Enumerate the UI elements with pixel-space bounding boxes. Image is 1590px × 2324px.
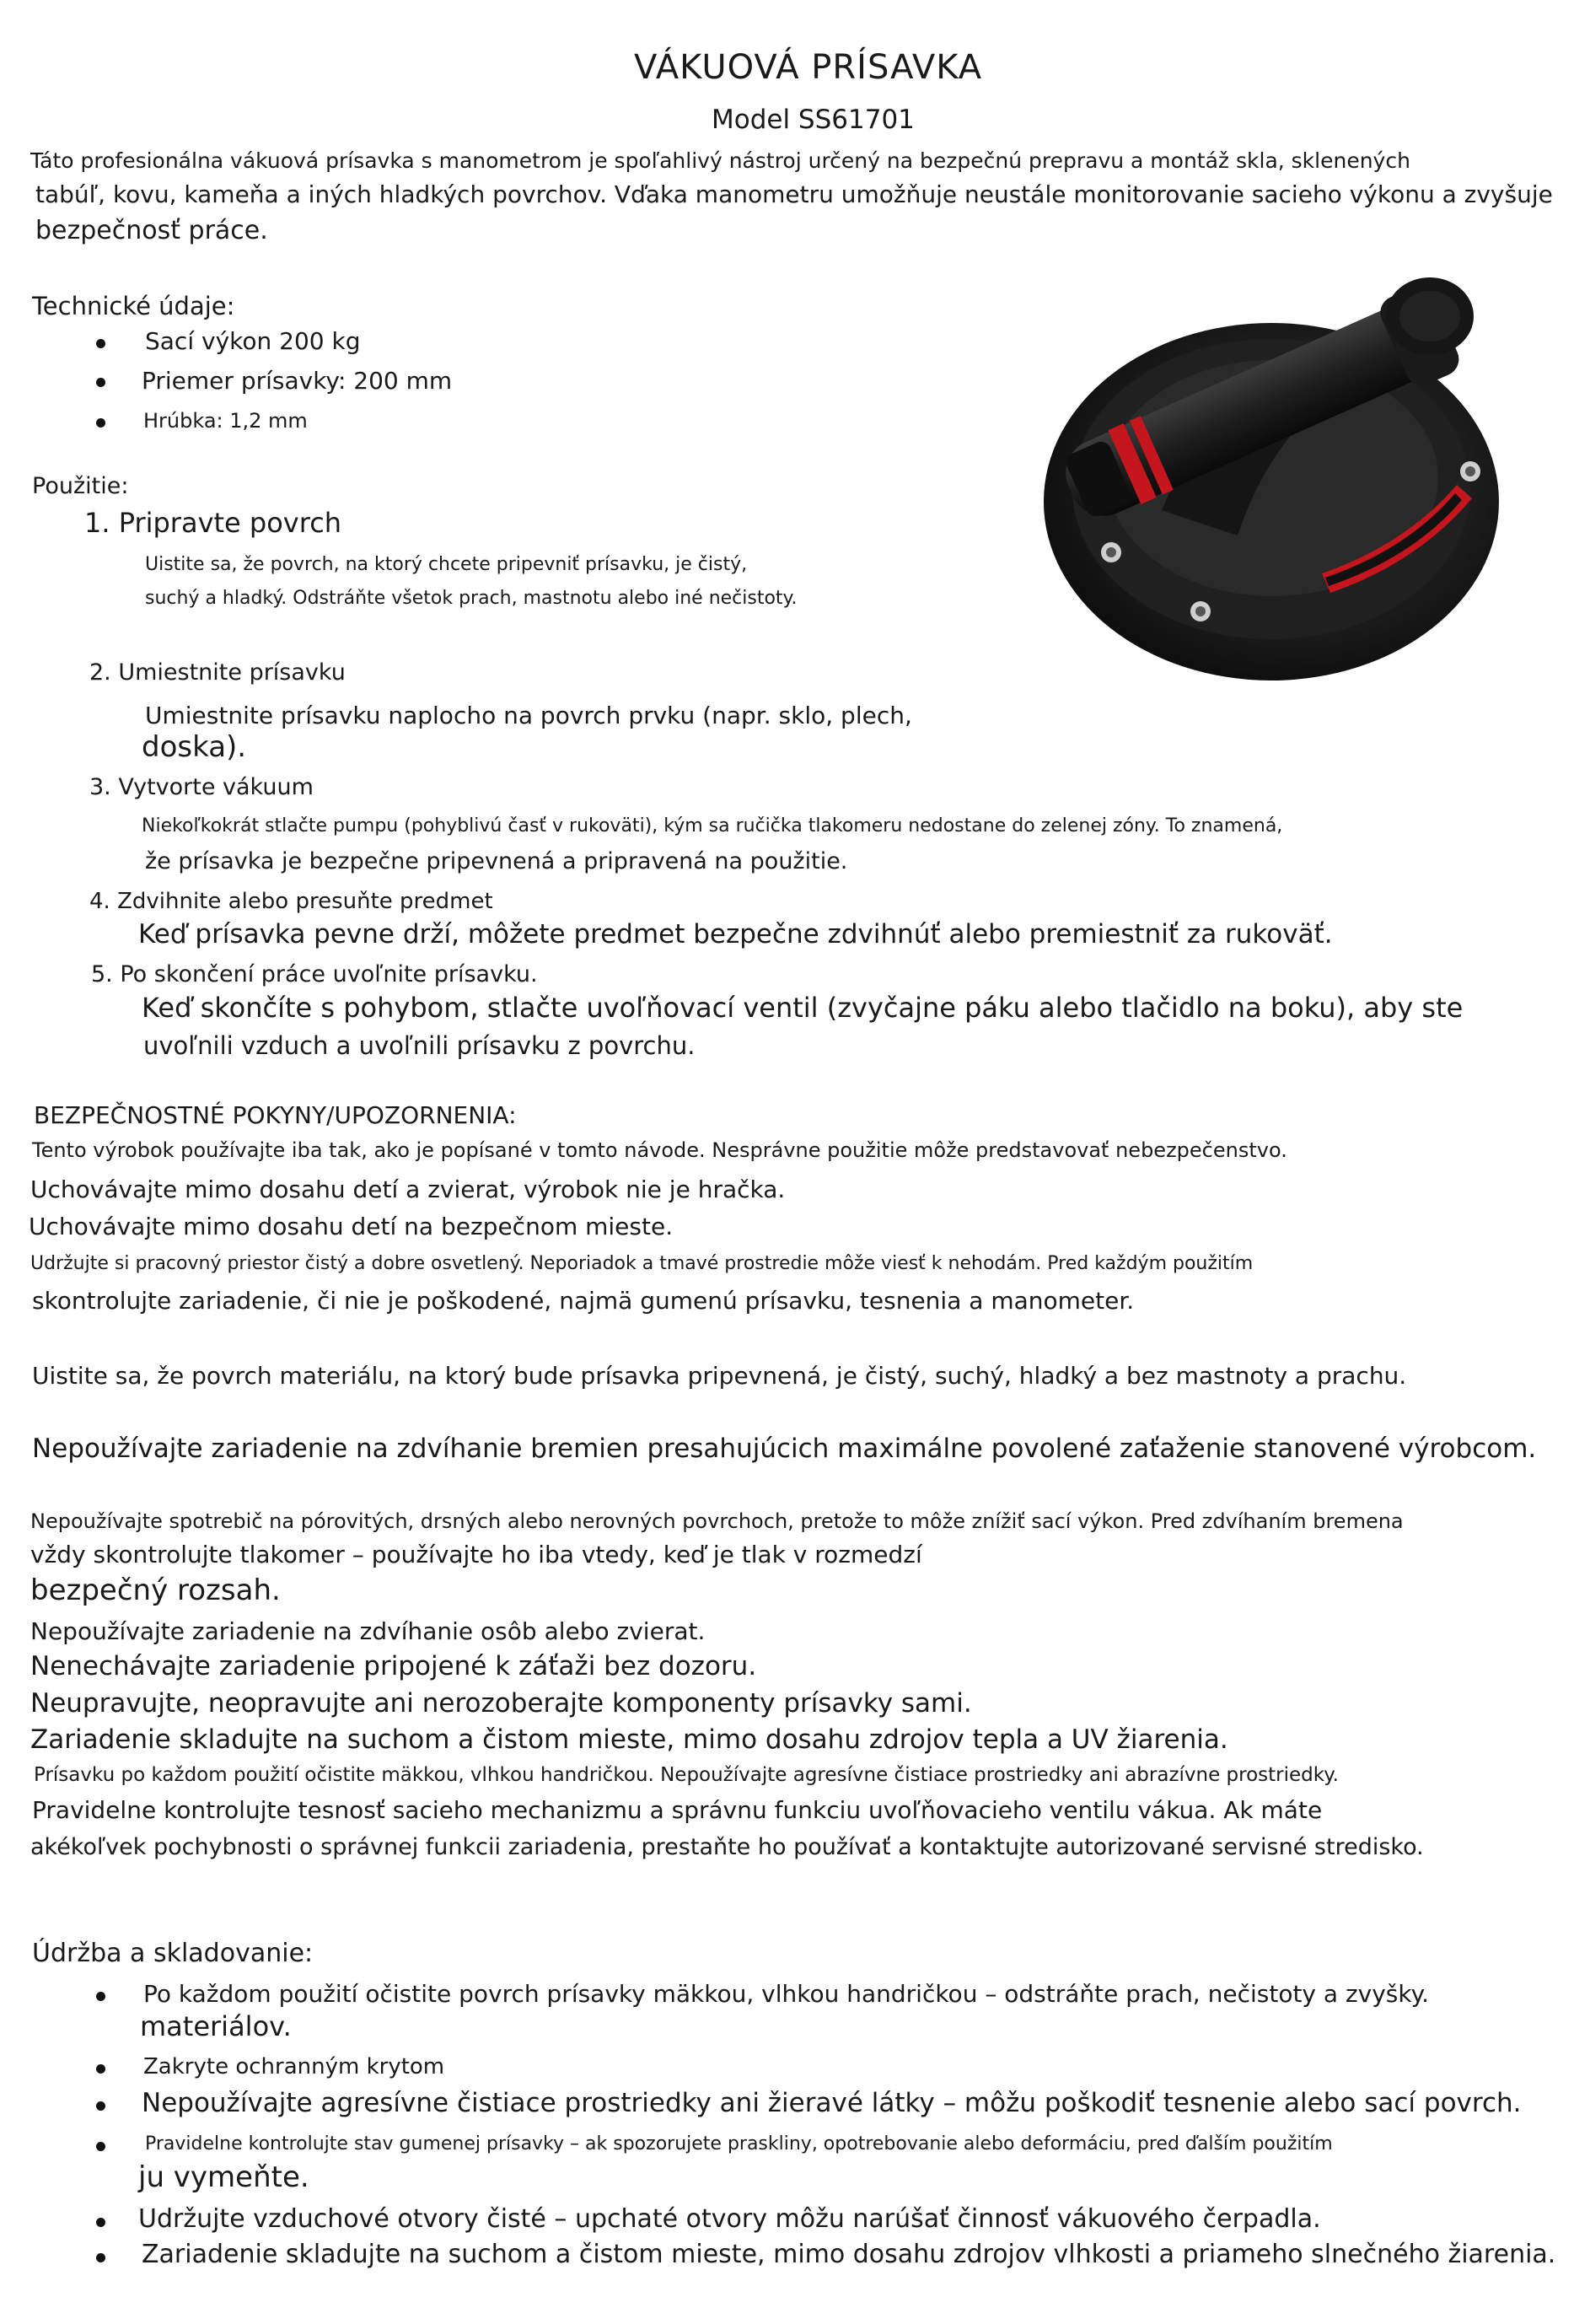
bullet-icon — [96, 418, 105, 428]
maintenance-item: materiálov. — [140, 2010, 292, 2042]
maintenance-item: Pravidelne kontrolujte stav gumenej prísavky – ak spozorujete praskliny, opotrebovanie alebo deformáciu, pred ďalším použitím — [145, 2133, 1333, 2155]
safety-heading: BEZPEČNOSTNÉ POKYNY/UPOZORNENIA: — [34, 1101, 517, 1129]
intro-line: tabúľ, kovu, kameňa a iných hladkých povrchov. Vďaka manometru umožňuje neustále monitorovanie sacieho výkonu a zvyšuje — [35, 180, 1553, 208]
bullet-icon — [96, 2253, 105, 2262]
safety-line: Nepoužívajte zariadenie na zdvíhanie osôb alebo zvierat. — [30, 1617, 706, 1645]
usage-step-title: 3. Vytvorte vákuum — [89, 774, 314, 800]
intro-line: bezpečnosť práce. — [35, 216, 268, 245]
usage-step-title: 1. Pripravte povrch — [84, 507, 342, 539]
usage-step-title: 2. Umiestnite prísavku — [89, 659, 346, 686]
usage-step-text: Keď prísavka pevne drží, môžete predmet bezpečne zdvihnúť alebo premiestniť za rukoväť. — [138, 919, 1333, 950]
safety-line: Udržujte si pracovný priestor čistý a dobre osvetlený. Neporiadok a tmavé prostredie môže viesť k nehodám. Pred každým použitím — [30, 1253, 1254, 1274]
spec-item: Priemer prísavky: 200 mm — [142, 367, 453, 395]
usage-step-title: 5. Po skončení práce uvoľnite prísavku. — [91, 961, 538, 987]
bullet-icon — [96, 378, 105, 387]
usage-step-text: uvoľnili vzduch a uvoľnili prísavku z povrchu. — [143, 1031, 696, 1060]
safety-line: Nenechávajte zariadenie pripojené k záťaži bez dozoru. — [30, 1651, 757, 1681]
maintenance-item: ju vymeňte. — [138, 2160, 309, 2194]
maintenance-item: Zakryte ochranným krytom — [143, 2054, 445, 2079]
safety-line: bezpečný rozsah. — [30, 1574, 281, 1607]
bullet-icon — [96, 339, 105, 348]
usage-step-text: Niekoľkokrát stlačte pumpu (pohyblivú časť v rukoväti), kým sa ručička tlakomeru nedostane do zelenej zóny. To znamená, — [142, 815, 1283, 837]
safety-line: Zariadenie skladujte na suchom a čistom mieste, mimo dosahu zdrojov tepla a UV žiarenia. — [30, 1724, 1228, 1755]
safety-line: Uchovávajte mimo dosahu detí na bezpečnom mieste. — [29, 1213, 674, 1240]
safety-line: Neupravujte, neopravujte ani nerozoberajte komponenty prísavky sami. — [30, 1688, 972, 1719]
specs-heading: Technické údaje: — [32, 292, 235, 320]
usage-step-title: 4. Zdvihnite alebo presuňte predmet — [89, 889, 493, 914]
spec-item: Sací výkon 200 kg — [145, 327, 361, 355]
safety-line: skontrolujte zariadenie, či nie je poškodené, najmä gumenú prísavku, tesnenia a manometer. — [32, 1287, 1135, 1315]
safety-line: Uchovávajte mimo dosahu detí a zvierat, výrobok nie je hračka. — [30, 1175, 786, 1203]
safety-line: Nepoužívajte zariadenie na zdvíhanie bremien presahujúcich maximálne povolené zaťaženie stanovené výrobcom. — [32, 1434, 1537, 1464]
model-number: Model SS61701 — [712, 105, 915, 135]
document-title: VÁKUOVÁ PRÍSAVKA — [634, 48, 983, 87]
safety-line: vždy skontrolujte tlakomer – používajte ho iba vtedy, keď je tlak v rozmedzí — [30, 1541, 922, 1568]
safety-line: akékoľvek pochybnosti o správnej funkcii zariadenia, prestaňte ho používať a kontaktujte autorizované servisné stredisko. — [30, 1834, 1424, 1860]
safety-line: Uistite sa, že povrch materiálu, na ktorý bude prísavka pripevnená, je čistý, suchý, hladký a bez mastnoty a prachu. — [32, 1362, 1407, 1390]
usage-step-text: Keď skončíte s pohybom, stlačte uvoľňovací ventil (zvyčajne páku alebo tlačidlo na boku), aby ste — [142, 992, 1464, 1024]
safety-line: Nepoužívajte spotrebič na pórovitých, drsných alebo nerovných povrchoch, pretože to môže znížiť sací výkon. Pred zdvíhaním bremena — [30, 1509, 1404, 1533]
maintenance-item: Udržujte vzduchové otvory čisté – upchaté otvory môžu narúšať činnosť vákuového čerpadla. — [138, 2204, 1321, 2234]
usage-step-text: Uistite sa, že povrch, na ktorý chcete pripevniť prísavku, je čistý, — [145, 554, 748, 575]
maintenance-item: Po každom použití očistite povrch prísavky mäkkou, vlhkou handričkou – odstráňte prach, nečistoty a zvyšky. — [143, 1980, 1430, 2008]
bullet-icon — [96, 2218, 105, 2227]
maintenance-item: Nepoužívajte agresívne čistiace prostriedky ani žieravé látky – môžu poškodiť tesnenie alebo sací povrch. — [142, 2088, 1522, 2118]
usage-step-text: suchý a hladký. Odstráňte všetok prach, mastnotu alebo iné nečistoty. — [145, 588, 798, 609]
safety-line: Pravidelne kontrolujte tesnosť sacieho mechanizmu a správnu funkciu uvoľňovacieho ventilu vákua. Ak máte — [32, 1796, 1323, 1824]
maintenance-heading: Údržba a skladovanie: — [32, 1939, 314, 1968]
vacuum-suction-cup-photo — [985, 257, 1507, 713]
maintenance-item: Zariadenie skladujte na suchom a čistom mieste, mimo dosahu zdrojov vlhkosti a priameho slnečného žiarenia. — [142, 2240, 1556, 2269]
usage-step-text: doska). — [142, 730, 247, 764]
spec-item: Hrúbka: 1,2 mm — [143, 409, 308, 433]
usage-step-text: že prísavka je bezpečne pripevnená a pripravená na použitie. — [145, 848, 848, 874]
usage-step-text: Umiestnite prísavku naplocho na povrch prvku (napr. sklo, plech, — [145, 702, 912, 729]
bullet-icon — [96, 2142, 105, 2151]
bullet-icon — [96, 2064, 105, 2074]
usage-heading: Použitie: — [32, 473, 129, 499]
safety-line: Prísavku po každom použití očistite mäkkou, vlhkou handričkou. Nepoužívajte agresívne čistiace prostriedky ani abrazívne prostriedky. — [34, 1764, 1339, 1786]
bullet-icon — [96, 2101, 105, 2111]
bullet-icon — [96, 1992, 105, 2001]
intro-line: Táto profesionálna vákuová prísavka s manometrom je spoľahlivý nástroj určený na bezpečnú prepravu a montáž skla, sklenených — [30, 148, 1410, 173]
safety-line: Tento výrobok používajte iba tak, ako je popísané v tomto návode. Nesprávne použitie môže predstavovať nebezpečenstvo. — [32, 1138, 1287, 1162]
